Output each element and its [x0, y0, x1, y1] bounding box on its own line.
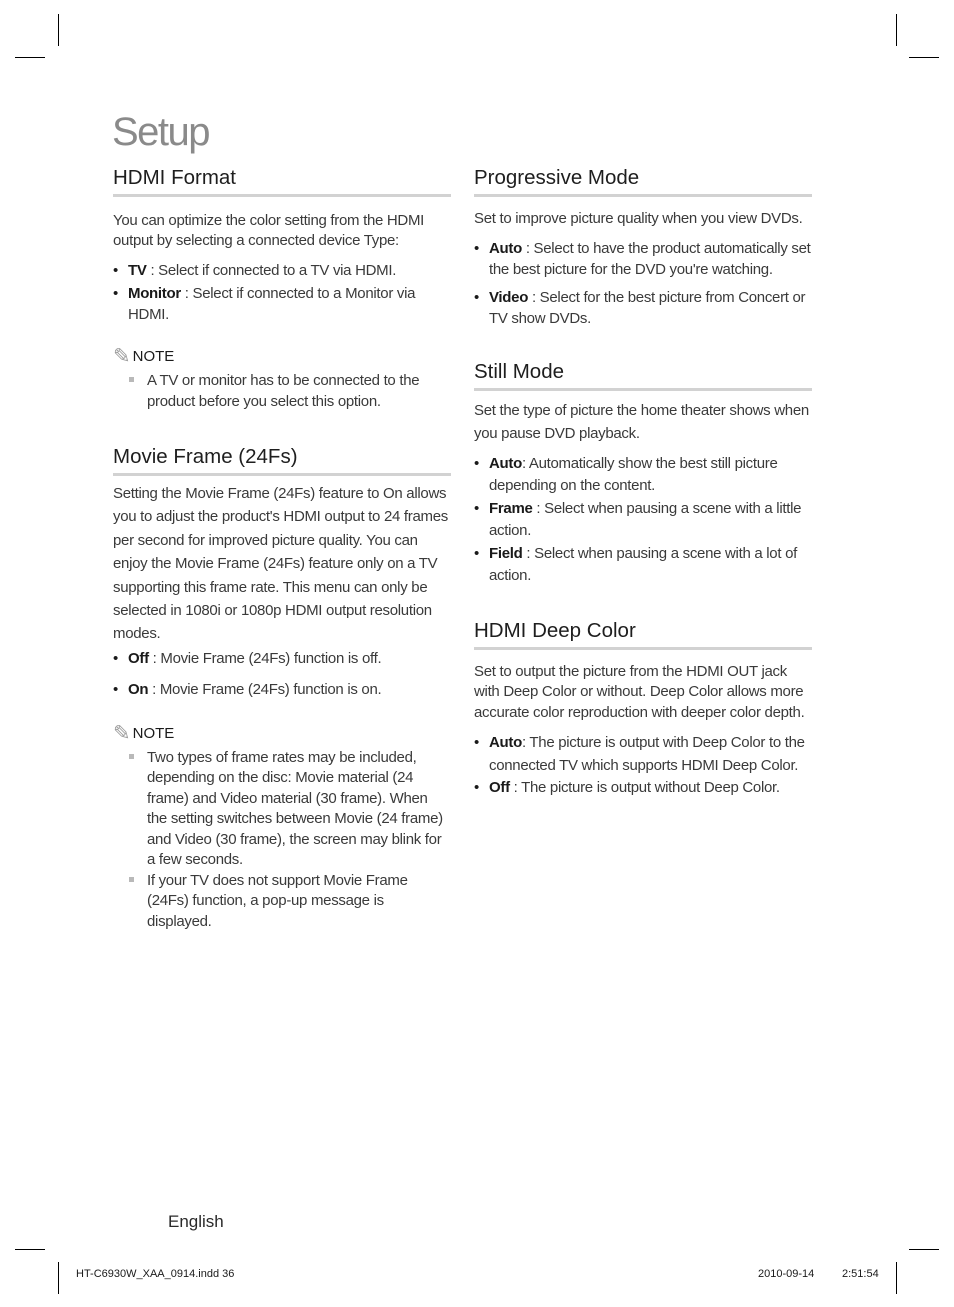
option-term: Auto: [489, 454, 522, 472]
right-column: [474, 165, 812, 800]
crop-mark: [909, 57, 939, 58]
option-term: Auto: [489, 734, 522, 752]
section-heading: Progressive Mode: [474, 165, 812, 197]
section-intro: Set to improve picture quality when you view DVDs.: [474, 210, 803, 227]
option-text: : The picture is output without Deep Color.: [509, 779, 780, 797]
option-item: [113, 260, 451, 281]
crop-mark: [58, 1262, 59, 1294]
option-item: [113, 648, 451, 669]
option-text: : Select for the best picture from Concert or TV show DVDs.: [489, 289, 806, 327]
option-term: Field: [489, 544, 523, 562]
option-term: Monitor: [128, 285, 181, 302]
section-intro: Setting the Movie Frame (24Fs) feature to On allows you to adjust the product's HDMI output to 24 frames per second for improved picture quality. You can enjoy the Movie Frame (24Fs) feature only on a TV supporting this frame rate. This menu can only be selected in 1080i or 1080p HDMI output resolution modes.: [113, 485, 448, 643]
option-list: [474, 453, 812, 588]
left-column: [113, 165, 451, 932]
still-mode-section: [474, 359, 812, 588]
crop-mark: [15, 57, 45, 58]
section-intro: You can optimize the color setting from the HDMI output by selecting a connected device Type:: [113, 212, 425, 249]
section-intro: Set to output the picture from the HDMI OUT jack with Deep Color or without. Deep Color allows more accurate color reproduction with deeper color depth.: [474, 662, 805, 721]
movie-frame-section: [113, 444, 451, 932]
option-list: [113, 648, 451, 700]
option-item: [474, 287, 812, 329]
option-item: [474, 238, 812, 280]
section-heading: HDMI Deep Color: [474, 618, 812, 650]
section-heading: HDMI Format: [113, 165, 451, 197]
option-term: TV: [128, 262, 147, 279]
hdmi-deep-color-section: [474, 618, 812, 800]
section-heading: Movie Frame (24Fs): [113, 444, 451, 476]
square-bullet-icon: [129, 754, 134, 759]
square-bullet-icon: [129, 377, 134, 382]
option-item: [113, 283, 451, 325]
option-text: : Automatically show the best still picture depending on the content.: [489, 454, 778, 495]
slug-date: 2010-09-14: [758, 1268, 815, 1280]
option-text: : Movie Frame (24Fs) function is off.: [148, 649, 382, 667]
option-text: : Movie Frame (24Fs) function is on.: [148, 680, 382, 698]
option-text: : Select when pausing a scene with a lot of action.: [489, 544, 797, 585]
option-text: : Select when pausing a scene with a little action.: [489, 499, 802, 540]
option-list: [113, 260, 451, 325]
crop-mark: [896, 14, 897, 46]
option-list: [474, 732, 812, 800]
option-term: On: [128, 680, 149, 698]
crop-mark: [58, 14, 59, 46]
note-header: [113, 721, 451, 745]
pencil-icon: ✎: [113, 345, 131, 368]
crop-mark: [909, 1249, 939, 1250]
note-item: [113, 371, 451, 412]
option-text: : Select if connected to a Monitor via HDMI.: [128, 285, 416, 323]
crop-mark: [896, 1262, 897, 1294]
crop-mark: [15, 1249, 45, 1250]
page-title: Setup: [112, 110, 210, 154]
note-item: [113, 871, 451, 933]
note-label: NOTE: [132, 348, 175, 365]
note-text: A TV or monitor has to be connected to the product before you select this option.: [147, 372, 420, 410]
option-term: Video: [489, 289, 529, 306]
option-item: [474, 453, 812, 498]
option-item: [474, 732, 812, 777]
option-item: [113, 679, 451, 700]
option-term: Off: [128, 649, 149, 667]
option-list: [474, 238, 812, 329]
option-term: Auto: [489, 240, 522, 257]
note-header: [113, 347, 451, 367]
option-text: : The picture is output with Deep Color to the connected TV which supports HDMI Deep Color.: [489, 734, 805, 774]
option-text: : Select to have the product automatically set the best picture for the DVD you're watching.: [489, 240, 811, 278]
section-heading: Still Mode: [474, 359, 812, 391]
note-item: [113, 748, 451, 871]
option-item: [474, 777, 812, 800]
option-item: [474, 498, 812, 543]
square-bullet-icon: [129, 877, 134, 882]
note-text: If your TV does not support Movie Frame (24Fs) function, a pop-up message is displayed.: [147, 871, 408, 930]
progressive-mode-section: [474, 165, 812, 329]
slug-file: HT-C6930W_XAA_0914.indd 36: [76, 1268, 235, 1280]
pencil-icon: ✎: [113, 721, 131, 745]
note-label: NOTE: [132, 724, 175, 742]
note-list: [113, 748, 451, 933]
option-term: Off: [489, 779, 510, 797]
slug-time: 2:51:54: [842, 1268, 879, 1280]
hdmi-format-section: [113, 165, 451, 412]
footer-language: English: [168, 1212, 224, 1231]
option-text: : Select if connected to a TV via HDMI.: [146, 262, 397, 279]
option-item: [474, 543, 812, 588]
section-intro: Set the type of picture the home theater shows when you pause DVD playback.: [474, 402, 809, 443]
option-term: Frame: [489, 499, 533, 517]
note-text: Two types of frame rates may be included, depending on the disc: Movie material (24 frame) and Video material (30 frame). When the setting switches between Movie (24 frame) and Video (30 frame), the screen may blink for a few seconds.: [147, 748, 443, 869]
note-list: [113, 371, 451, 412]
